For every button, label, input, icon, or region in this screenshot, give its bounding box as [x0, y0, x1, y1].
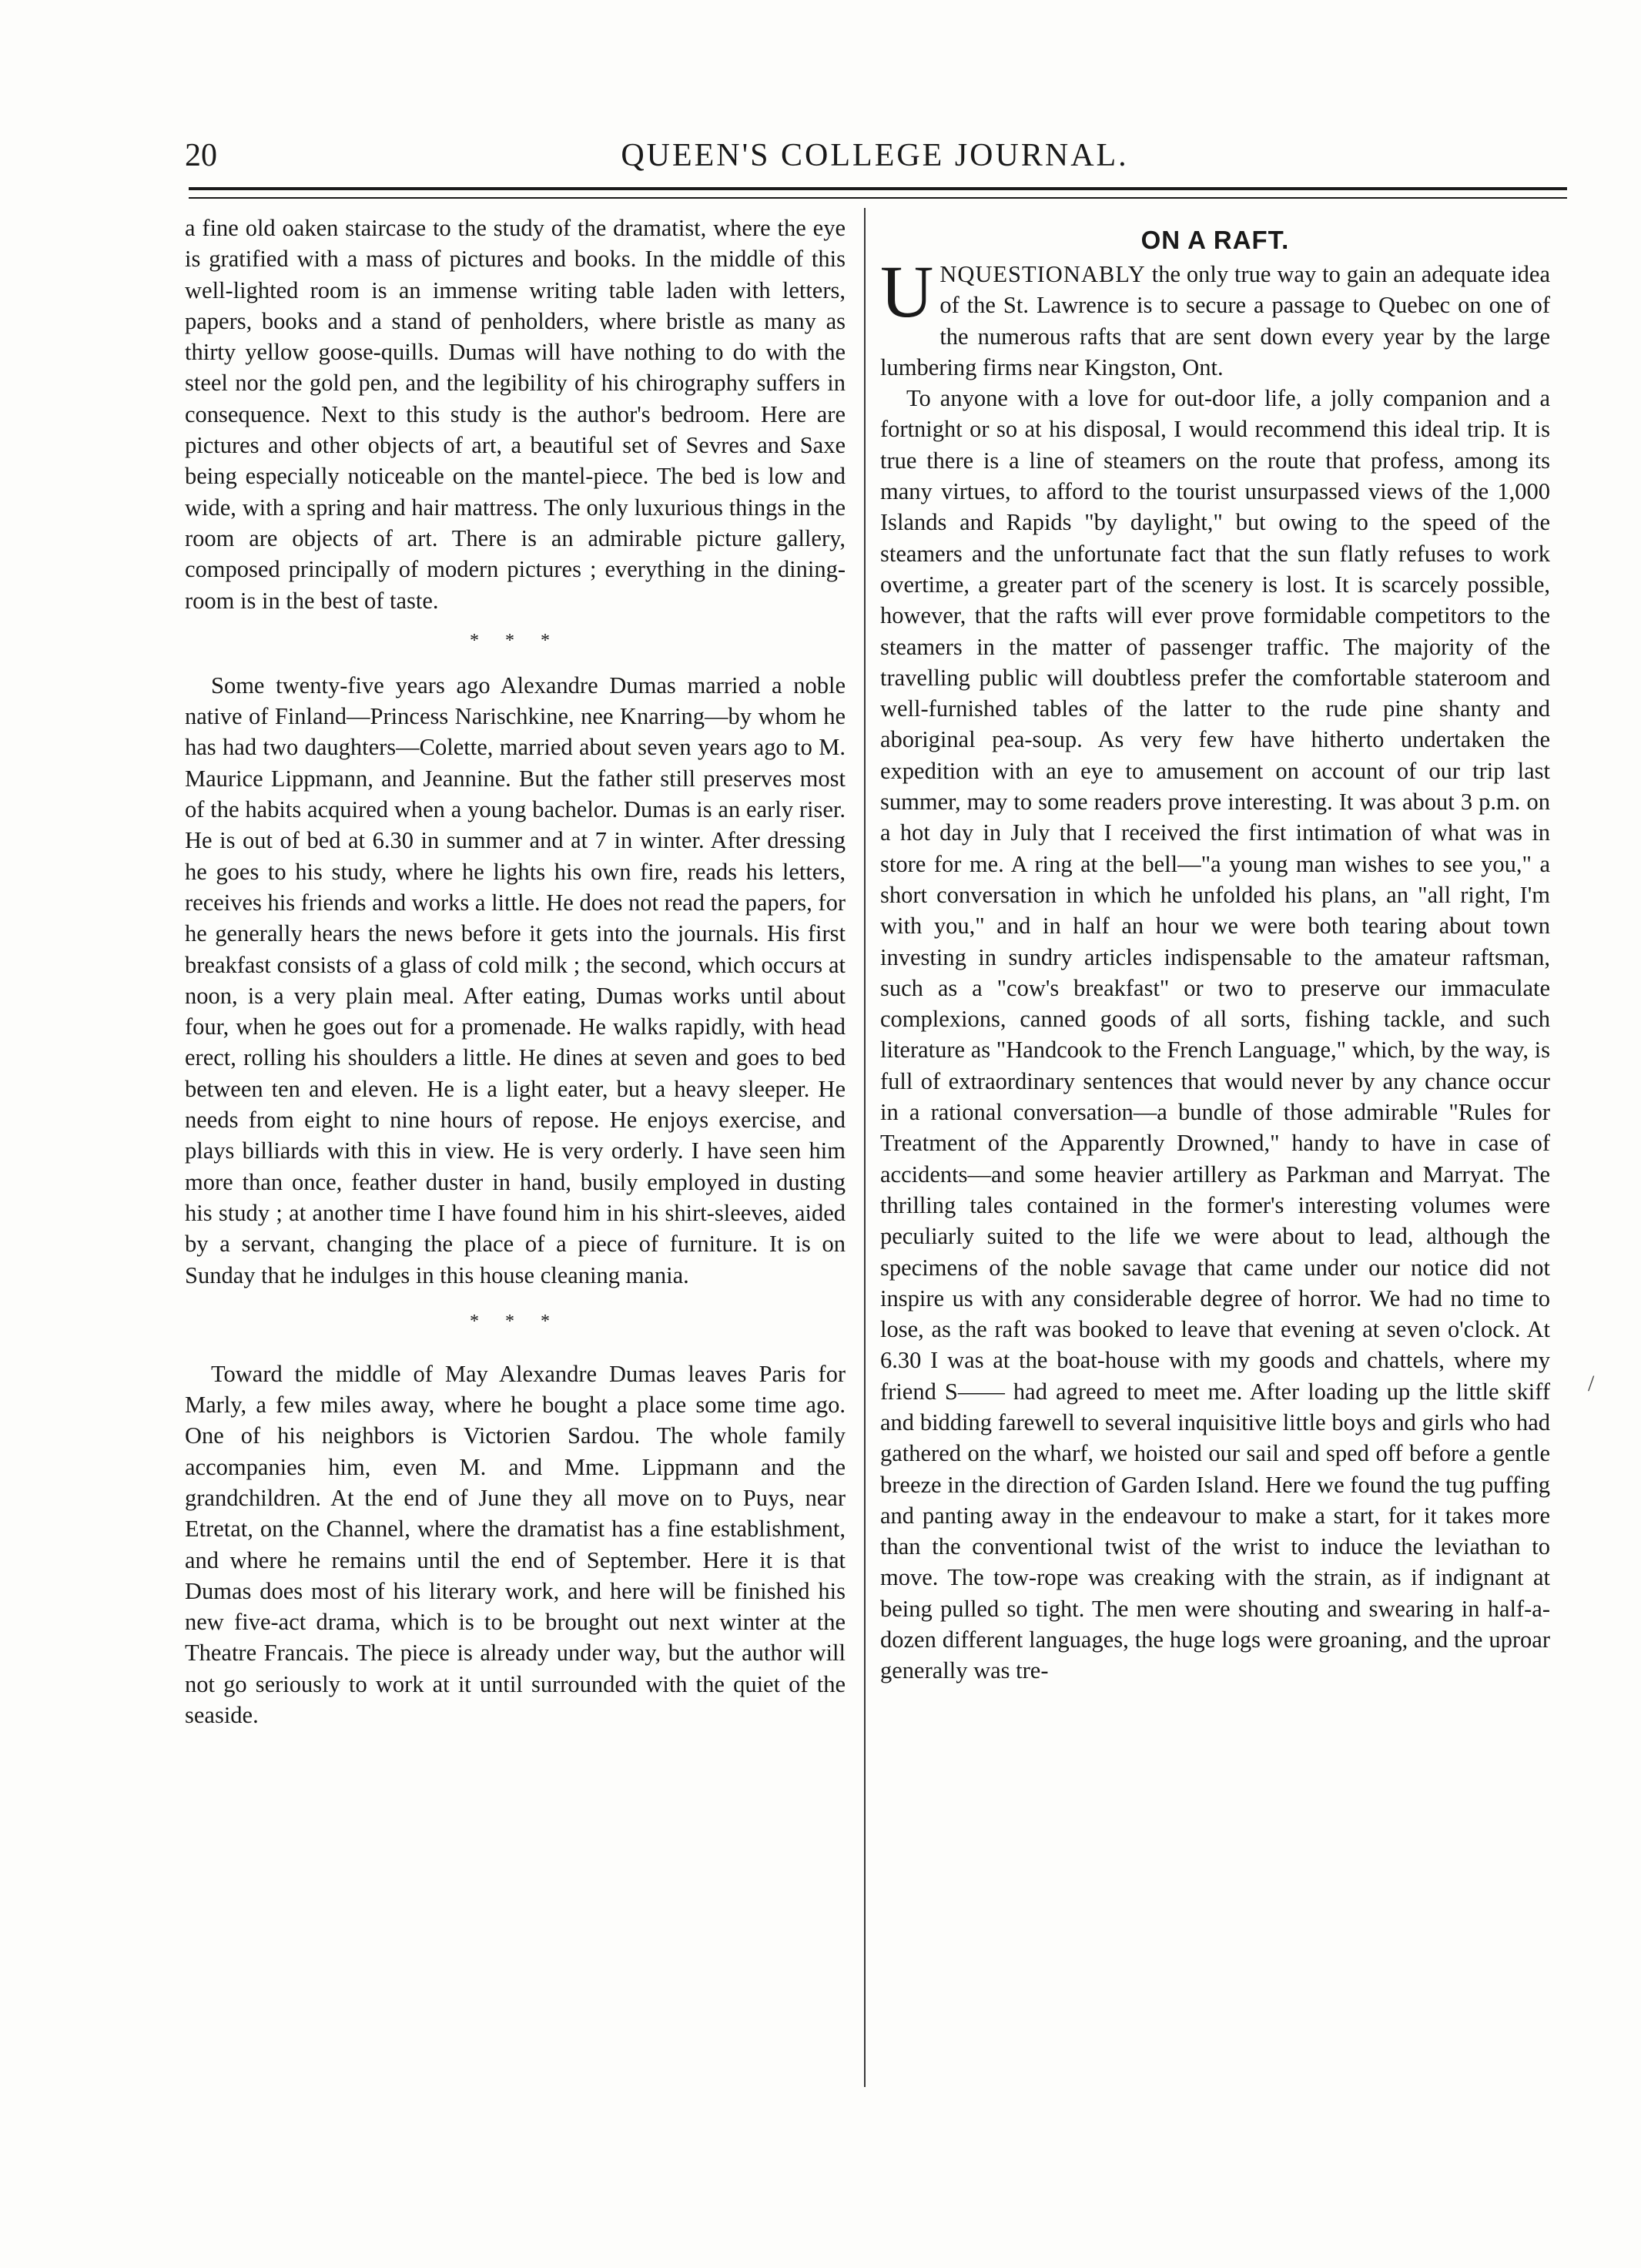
section-separator: * * *: [470, 1311, 561, 1332]
article-title: ON A RAFT.: [1140, 226, 1290, 254]
page-header: [185, 137, 1565, 183]
left-column: [185, 213, 846, 1730]
section-separator: * * *: [470, 630, 561, 651]
paragraph-text: the only true way to gain an adequate idea of the St. Lawrence is to secure a passage to Quebec on one of the numerous rafts that are sent down every year by the large lumbering firms near Kingston, Ont.: [880, 261, 1550, 380]
left-paragraph-2: Some twenty-five years ago Alexandre Dumas married a noble native of Finland—Princess Narischkine, nee Knarring—by whom he has had two daughters—Colette, married about seven years ago to M. Maurice Lippmann, and Jeannine. But the father still preserves most of the habits acquired when a young bachelor. Dumas is an early riser. He is out of bed at 6.30 in summer and at 7 in winter. After dressing he goes to his study, where he lights his own fire, reads his letters, receives his friends and works a little. He does not read the papers, for he generally hears the news before it gets into the journals. His first breakfast consists of a glass of cold milk ; the second, which occurs at noon, is a very plain meal. After eating, Dumas works until about four, when he goes out for a promenade. He walks rapidly, with head erect, rolling his shoulders a little. He dines at seven and goes to bed between ten and eleven. He is a light eater, but a heavy sleeper. He needs from eight to nine hours of repose. He enjoys exercise, and plays billiards with this in view. He is very orderly. I have seen him more than once, feather duster in hand, busily employed in dusting his study ; at another time I have found him in his shirt-sleeves, aided by a servant, changing the place of a piece of furniture. It is on Sunday that he indulges in this house cleaning mania.: [185, 672, 846, 1288]
margin-mark: /: [1588, 1371, 1595, 1396]
header-rule-thin: [189, 197, 1567, 199]
right-column: [880, 213, 1550, 1687]
lead-word: NQUESTIONABLY: [939, 261, 1146, 287]
left-paragraph-1: a fine old oaken staircase to the study of the dramatist, where the eye is gratified with a mass of pictures and books. In the middle of this well-lighted room is an immense writing table laden with letters, papers, books and a stand of penholders, where bristle as many as thirty yellow goose-quills. Dumas will have nothing to do with the steel nor the gold pen, and the legibility of his chirography suffers in consequence. Next to this study is the author's bedroom. Here are pictures and other objects of art, a beautiful set of Sevres and Saxe being especially noticeable on the mantel-piece. The bed is low and wide, with a spring and hair mattress. The only luxurious things in the room are objects of art. There is an admirable picture gallery, composed principally of modern pictures ; everything in the dining-room is in the best of taste.: [185, 215, 846, 614]
right-paragraph-1: [880, 250, 1550, 383]
journal-title: QUEEN'S COLLEGE JOURNAL.: [621, 138, 1129, 173]
left-paragraph-3: Toward the middle of May Alexandre Dumas leaves Paris for Marly, a few miles away, where he bought a place some time ago. One of his neighbors is Victorien Sardou. The whole family accompanies him, even M. and Mme. Lippmann and the grandchildren. At the end of June they all move on to Puys, near Etretat, on the Channel, where the dramatist has a fine establishment, and where he remains until the end of September. Here it is that Dumas does most of his literary work, and here will be finished his new five-act drama, which is to be brought out next winter at the Theatre Francais. The piece is already under way, but the author will not go seriously to work at it until surrounded with the quiet of the seaside.: [185, 1360, 846, 1729]
page-number: 20: [185, 138, 217, 173]
header-rule-thick: [189, 187, 1567, 190]
column-divider: [864, 208, 866, 2087]
right-paragraph-2: To anyone with a love for out-door life, a jolly companion and a fortnight or so at his disposal, I would recommend this ideal trip. It is true there is a line of steamers on the route that profess, among its many virtues, to afford to the tourist unsurpassed views of the 1,000 Islands and Rapids "by daylight," but owing to the speed of the steamers and the unfortunate fact that the sun flatly refuses to work overtime, a greater part of the scenery is lost. It is scarcely possible, however, that the rafts will ever prove formidable competitors to the steamers in the matter of passenger traffic. The majority of the travelling public will doubtless prefer the comfortable stateroom and well-furnished tables of the latter to the rude pine shanty and aboriginal pea-soup. As very few have hitherto undertaken the expedition with an eye to amusement on account of our trip last summer, may to some readers prove interesting. It was about 3 p.m. on a hot day in July that I received the first intimation of what was in store for me. A ring at the bell—"a young man wishes to see you," a short conversation in which he unfolded his plans, an "all right, I'm with you," and in half an hour we were both tearing about town investing in sundry articles indispensable to the amateur raftsman, such as a "cow's breakfast" or two to preserve our immaculate complexions, canned goods of all sorts, fishing tackle, and such literature as "Handcook to the French Language," which, by the way, is full of extraordinary sentences that would never by any chance occur in a rational conversation—a bundle of those admirable "Rules for Treatment of the Apparently Drowned," handy to have in case of accidents—and some heavier artillery as Parkman and Marryat. The thrilling tales contained in the former's interesting volumes were peculiarly suited to the life we were about to lead, although the specimens of the noble savage that came under our notice did not inspire us with any considerable degree of horror. We had no time to lose, as the raft was booked to leave that evening at seven o'clock. At 6.30 I was at the boat-house with my goods and chattels, where my friend S—— had agreed to meet me. After loading up the little skiff and bidding farewell to several inquisitive little boys and girls who had gathered on the wharf, we hoisted our sail and sped off before a gentle breeze in the direction of Garden Island. Here we found the tug puffing and panting away in the endeavour to make a start, for it takes more than the conventional twist of the wrist to induce the leviathan to move. The tow-rope was creaking with the strain, as if indignant at being pulled so tight. The men were shouting and swearing in half-a-dozen different languages, the huge logs were groaning, and the uproar generally was tre-: [880, 385, 1550, 1684]
drop-cap: U: [880, 250, 934, 333]
